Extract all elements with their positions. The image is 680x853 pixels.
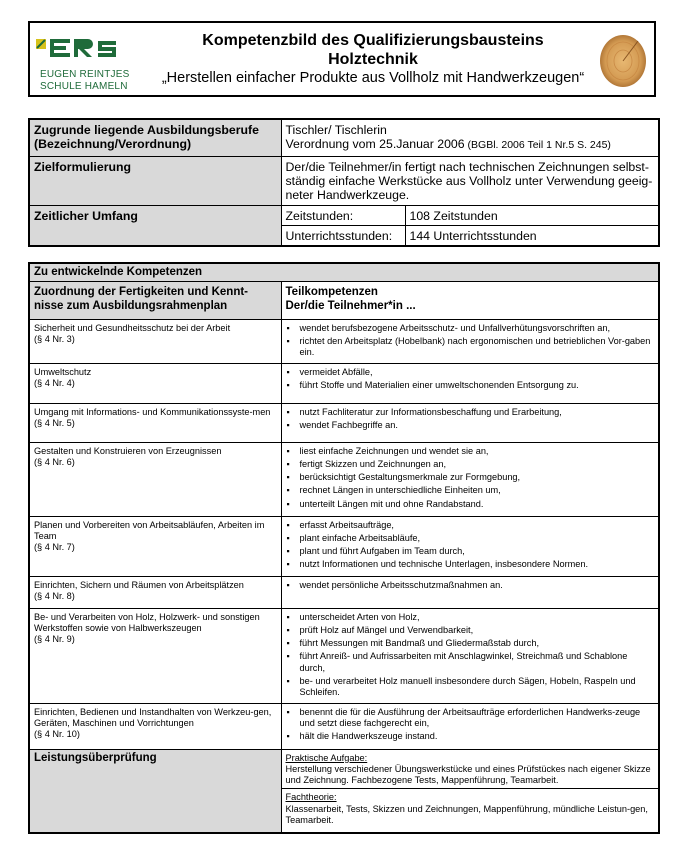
- document-title: [138, 31, 608, 88]
- table-row: [29, 442, 659, 516]
- list-item: ▪ liest einfache Zeichnungen und wendet sie an,: [300, 446, 655, 457]
- zeitstunden-label: Zeitstunden:: [281, 205, 405, 225]
- col2-header: [281, 281, 659, 319]
- title-line3: „Herstellen einfacher Produkte aus Vollholz mit Handwerkzeugen“: [161, 70, 585, 86]
- row-title: Umgang mit Informations- und Kommunikationssyste-men: [34, 406, 271, 417]
- logo-text-line2: SCHULE HAMELN: [40, 81, 128, 92]
- document-header: [28, 21, 656, 97]
- row-label: [29, 608, 281, 703]
- row-items: [281, 442, 659, 516]
- ziel-label: Zielformulierung: [29, 156, 281, 205]
- table-row: [29, 516, 659, 576]
- row-items: [281, 516, 659, 576]
- praktisch-text: Herstellung verschiedener Übungswerkstücke und eines Prüfstückes nach eigener Skizze und Zeichnung. Fachbezogene Tests, Mappenführung, Teamarbeit.: [285, 763, 651, 786]
- row-ref: (§ 4 Nr. 8): [34, 590, 75, 601]
- zeitstunden-value: 108 Zeitstunden: [405, 205, 659, 225]
- row-label: [29, 403, 281, 442]
- list-item: ▪ führt Stoffe und Materialien einer umweltschonenden Entsorgung zu.: [300, 380, 655, 391]
- row-label: [29, 576, 281, 608]
- section-title: Zu entwickelnde Kompetenzen: [29, 263, 659, 281]
- ausbildung-verordnung: [286, 137, 655, 152]
- list-item: ▪ hält die Handwerkszeuge instand.: [300, 731, 655, 742]
- row-ref: (§ 4 Nr. 3): [34, 333, 75, 344]
- list-item: ▪ berücksichtigt Gestaltungsmerkmale zur Formgebung,: [300, 472, 655, 483]
- list-item: ▪ unterteilt Längen mit und ohne Randabstand.: [300, 499, 655, 510]
- list-item: ▪ vermeidet Abfälle,: [300, 367, 655, 378]
- ziel-text: Der/die Teilnehmer/in fertigt nach technischen Zeichnungen selbst-ständig einfache Werkstücke aus Vollholz unter Verwendung geeig-neter Handwerkzeuge.: [281, 156, 659, 205]
- praktisch-cell: [281, 749, 659, 789]
- list-item: ▪ nutzt Informationen und technische Unterlagen, insbesondere Normen.: [300, 559, 655, 570]
- list-item: ▪ erfasst Arbeitsaufträge,: [300, 520, 655, 531]
- row-title: Einrichten, Bedienen und Instandhalten von Werkzeu-gen, Geräten, Maschinen und Vorrichtungen: [34, 706, 272, 728]
- umfang-label: Zeitlicher Umfang: [29, 205, 281, 246]
- list-item: ▪ wendet Fachbegriffe an.: [300, 420, 655, 431]
- list-item: ▪ führt Messungen mit Bandmaß und Gliedermaßstab durch,: [300, 638, 655, 649]
- ers-logo-icon: [36, 35, 136, 65]
- list-item: ▪ rechnet Längen in unterschiedliche Einheiten um,: [300, 485, 655, 496]
- list-item: ▪ plant und führt Aufgaben im Team durch,: [300, 546, 655, 557]
- info-table: [28, 118, 660, 247]
- verordnung-ref: (BGBl. 2006 Teil 1 Nr.5 S. 245): [464, 139, 611, 151]
- row-label: [29, 319, 281, 363]
- row-items: [281, 319, 659, 363]
- competency-table: [28, 262, 660, 834]
- row-title: Sicherheit und Gesundheitsschutz bei der Arbeit: [34, 322, 231, 333]
- list-item: ▪ benennt die für die Ausführung der Arbeitsaufträge erforderlichen Handwerks-zeuge und setzt diese fachgerecht ein,: [300, 707, 655, 730]
- leistung-label: Leistungsüberprüfung: [29, 749, 281, 833]
- row-label: [29, 703, 281, 749]
- unterricht-value: 144 Unterrichtsstunden: [405, 225, 659, 246]
- row-title: Umweltschutz: [34, 366, 92, 377]
- theorie-cell: [281, 789, 659, 833]
- wood-slice-image: [598, 33, 648, 89]
- ausbildung-beruf: Tischler/ Tischlerin: [285, 123, 387, 137]
- row-items: [281, 576, 659, 608]
- list-item: ▪ nutzt Fachliteratur zur Informationsbeschaffung und Erarbeitung,: [300, 407, 655, 418]
- row-ref: (§ 4 Nr. 6): [34, 456, 75, 467]
- verordnung-date: Verordnung vom 25.Januar 2006: [285, 137, 465, 151]
- table-row: [29, 703, 659, 749]
- list-item: ▪ führt Anreiß- und Aufrissarbeiten mit Anschlagwinkel, Streichmaß und Schablone durch,: [300, 651, 655, 674]
- row-label: [29, 442, 281, 516]
- list-item: ▪ prüft Holz auf Mängel und Verwendbarkeit,: [300, 625, 655, 636]
- school-logo: [36, 35, 136, 95]
- table-row: [29, 576, 659, 608]
- list-item: ▪ be- und verarbeitet Holz manuell insbesondere durch Sägen, Hobeln, Raspeln und Schleifen.: [300, 676, 655, 699]
- list-item: ▪ wendet persönliche Arbeitsschutzmaßnahmen an.: [300, 580, 655, 591]
- list-item: ▪ richtet den Arbeitsplatz (Hobelbank) nach ergonomischen und betrieblichen Vor-gaben ein.: [300, 336, 655, 359]
- row-ref: (§ 4 Nr. 7): [34, 542, 75, 553]
- theorie-text: Klassenarbeit, Tests, Skizzen und Zeichnungen, Mappenführung, mündliche Leistun-gen, Teamarbeit.: [285, 803, 648, 826]
- row-label: [29, 516, 281, 576]
- col1-header: Zuordnung der Fertigkeiten und Kennt-nisse zum Ausbildungsrahmenplan: [29, 281, 281, 319]
- row-ref: (§ 4 Nr. 5): [34, 417, 75, 428]
- row-title: Planen und Vorbereiten von Arbeitsabläufen, Arbeiten im Team: [34, 519, 265, 541]
- title-line1: Kompetenzbild des Qualifizierungsbausteins: [202, 32, 544, 49]
- unterricht-label: Unterrichtsstunden:: [281, 225, 405, 246]
- row-items: [281, 703, 659, 749]
- row-ref: (§ 4 Nr. 10): [34, 729, 80, 740]
- theorie-label: Fachtheorie:: [285, 792, 337, 803]
- list-item: ▪ unterscheidet Arten von Holz,: [300, 612, 655, 623]
- row-label: [29, 363, 281, 403]
- list-item: ▪ wendet berufsbezogene Arbeitsschutz- und Unfallverhütungsvorschriften an,: [300, 323, 655, 334]
- logo-text-line1: EUGEN REINTJES: [40, 69, 130, 80]
- row-items: [281, 403, 659, 442]
- col2-header-line2: Der/die Teilnehmer*in ...: [285, 299, 416, 312]
- title-line2: Holztechnik: [328, 51, 418, 68]
- col2-header-line1: Teilkompetenzen: [285, 285, 378, 298]
- praktisch-label: Praktische Aufgabe:: [285, 752, 368, 763]
- list-item: ▪ fertigt Skizzen und Zeichnungen an,: [300, 459, 655, 470]
- table-row: [29, 363, 659, 403]
- row-ref: (§ 4 Nr. 4): [34, 377, 75, 388]
- row-ref: (§ 4 Nr. 9): [34, 634, 75, 645]
- list-item: ▪ plant einfache Arbeitsabläufe,: [300, 533, 655, 544]
- row-items: [281, 363, 659, 403]
- table-row: [29, 608, 659, 703]
- row-items: [281, 608, 659, 703]
- row-title: Einrichten, Sichern und Räumen von Arbeitsplätzen: [34, 579, 244, 590]
- table-row: [29, 319, 659, 363]
- table-row: [29, 403, 659, 442]
- row-title: Be- und Verarbeiten von Holz, Holzwerk- und sonstigen Werkstoffen sowie von Halbwerkszeugen: [34, 611, 260, 633]
- ausbildung-label: Zugrunde liegende Ausbildungsberufe (Bezeichnung/Verordnung): [29, 119, 281, 156]
- row-title: Gestalten und Konstruieren von Erzeugnissen: [34, 445, 222, 456]
- ausbildung-value: [281, 119, 659, 156]
